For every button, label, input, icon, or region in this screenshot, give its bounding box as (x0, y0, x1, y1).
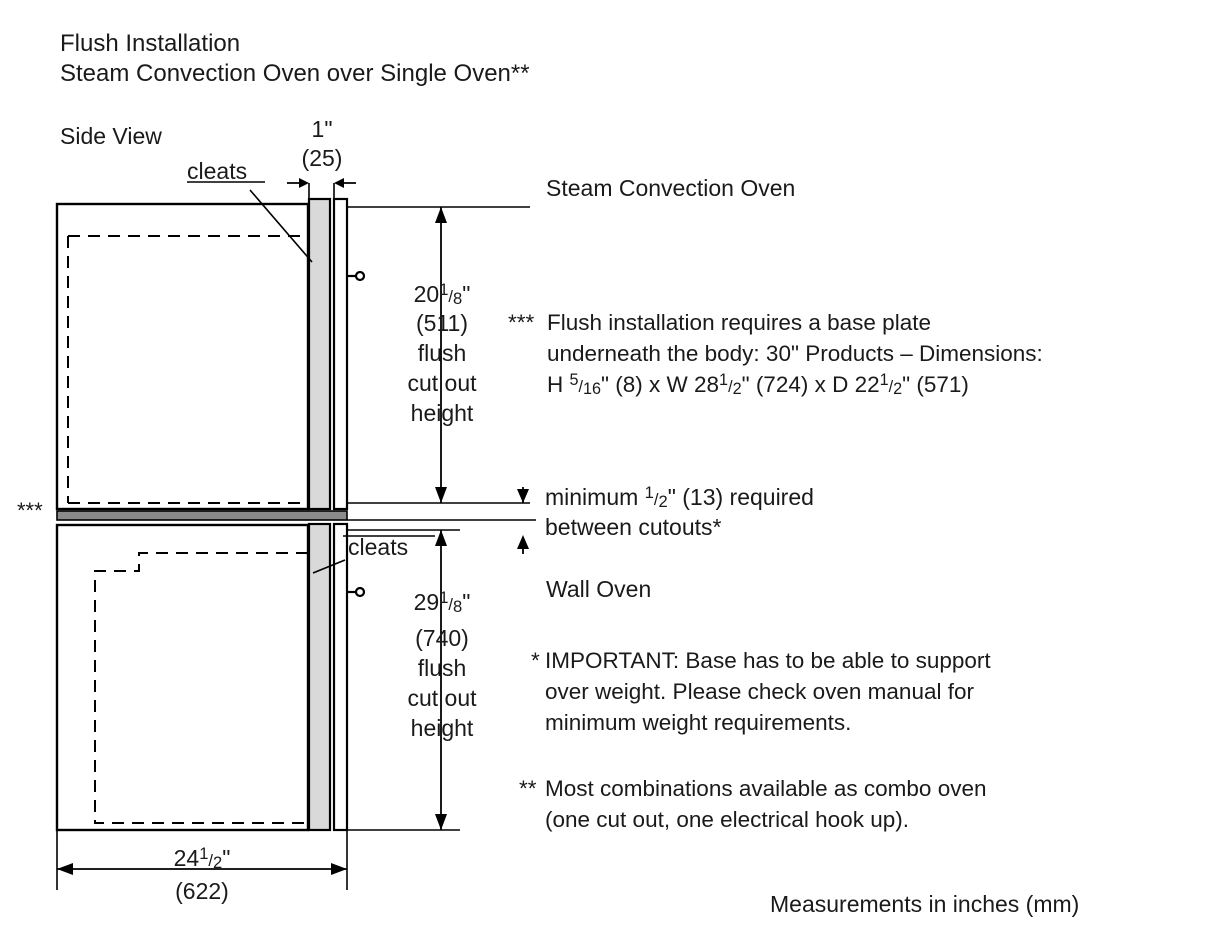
bottom-cutout-caption1: flush (417, 655, 467, 681)
top-dim-arrow-down (435, 487, 447, 503)
top-door-panel (334, 199, 347, 509)
top-cleat-panel (309, 199, 330, 509)
top-cutout-mm: (511) (416, 310, 468, 336)
note-one-star-marker: * (531, 648, 540, 673)
footer-measurements-note: Measurements in inches (mm) (770, 891, 1080, 917)
page-title-line1: Flush Installation (60, 30, 241, 57)
note-two-star-line2: (one cut out, one electrical hook up). (545, 807, 909, 832)
bottom-oven-handle-knob (356, 588, 364, 596)
view-label: Side View (60, 123, 162, 149)
bottom-cutout-caption2: cut out (407, 685, 477, 711)
bottom-cutout-caption3: height (410, 715, 474, 741)
base-plate-marker: *** (17, 498, 43, 523)
top-cutout-caption2: cut out (407, 370, 477, 396)
wall-oven-label: Wall Oven (546, 576, 652, 602)
top-oven-cutout-dashed (68, 236, 308, 503)
top-oven-handle-knob (356, 272, 364, 280)
note-three-star-line1: Flush installation requires a base plate (547, 310, 931, 335)
width-arrow-left (57, 863, 73, 875)
cleats-label-bottom: cleats (348, 534, 409, 560)
bottom-dim-arrow-down (435, 814, 447, 830)
gap-arrowhead-right (334, 178, 344, 188)
steam-oven-label: Steam Convection Oven (546, 175, 796, 201)
page-title-line2: Steam Convection Oven over Single Oven** (60, 60, 530, 87)
note-one-star-line3: minimum weight requirements. (545, 710, 852, 735)
between-arrowhead-lower (517, 535, 529, 549)
bottom-dim-arrow-up (435, 530, 447, 546)
top-cutout-inches: 201/8" (413, 280, 471, 308)
note-three-star-marker: *** (508, 310, 535, 335)
note-two-star-marker: ** (519, 776, 537, 801)
between-cutouts-line1: minimum 1/2" (13) required (545, 483, 814, 511)
bottom-door-panel (334, 524, 347, 830)
note-one-star-line2: over weight. Please check oven manual for (545, 679, 974, 704)
bottom-cutout-inches: 291/8" (413, 588, 471, 616)
width-inches: 241/2" (173, 844, 231, 872)
cleats-leader-top (250, 190, 312, 262)
note-two-star-line1: Most combinations available as combo oven (545, 776, 987, 801)
base-plate (57, 511, 347, 520)
top-oven-body (57, 204, 308, 509)
between-arrowhead-upper (517, 489, 529, 503)
gap-arrowhead-left (299, 178, 309, 188)
width-arrow-right (331, 863, 347, 875)
between-cutouts-line2: between cutouts* (545, 514, 722, 540)
bottom-cutout-mm: (740) (415, 625, 469, 651)
top-cutout-caption1: flush (417, 340, 467, 366)
width-mm: (622) (175, 878, 229, 904)
top-cutout-caption3: height (410, 400, 474, 426)
gap-dimension-inches: 1" (311, 116, 333, 142)
gap-dimension-mm: (25) (301, 145, 343, 171)
note-three-star-line2: underneath the body: 30" Products – Dimensions: (547, 341, 1043, 366)
note-one-star-line1: IMPORTANT: Base has to be able to support (545, 648, 991, 673)
note-three-star-line3: H 5/16" (8) x W 281/2" (724) x D 221/2" (571) (547, 371, 969, 398)
bottom-oven-cutout-dashed (95, 553, 308, 823)
cleats-label-top: cleats (187, 158, 248, 184)
top-dim-arrow-up (435, 207, 447, 223)
